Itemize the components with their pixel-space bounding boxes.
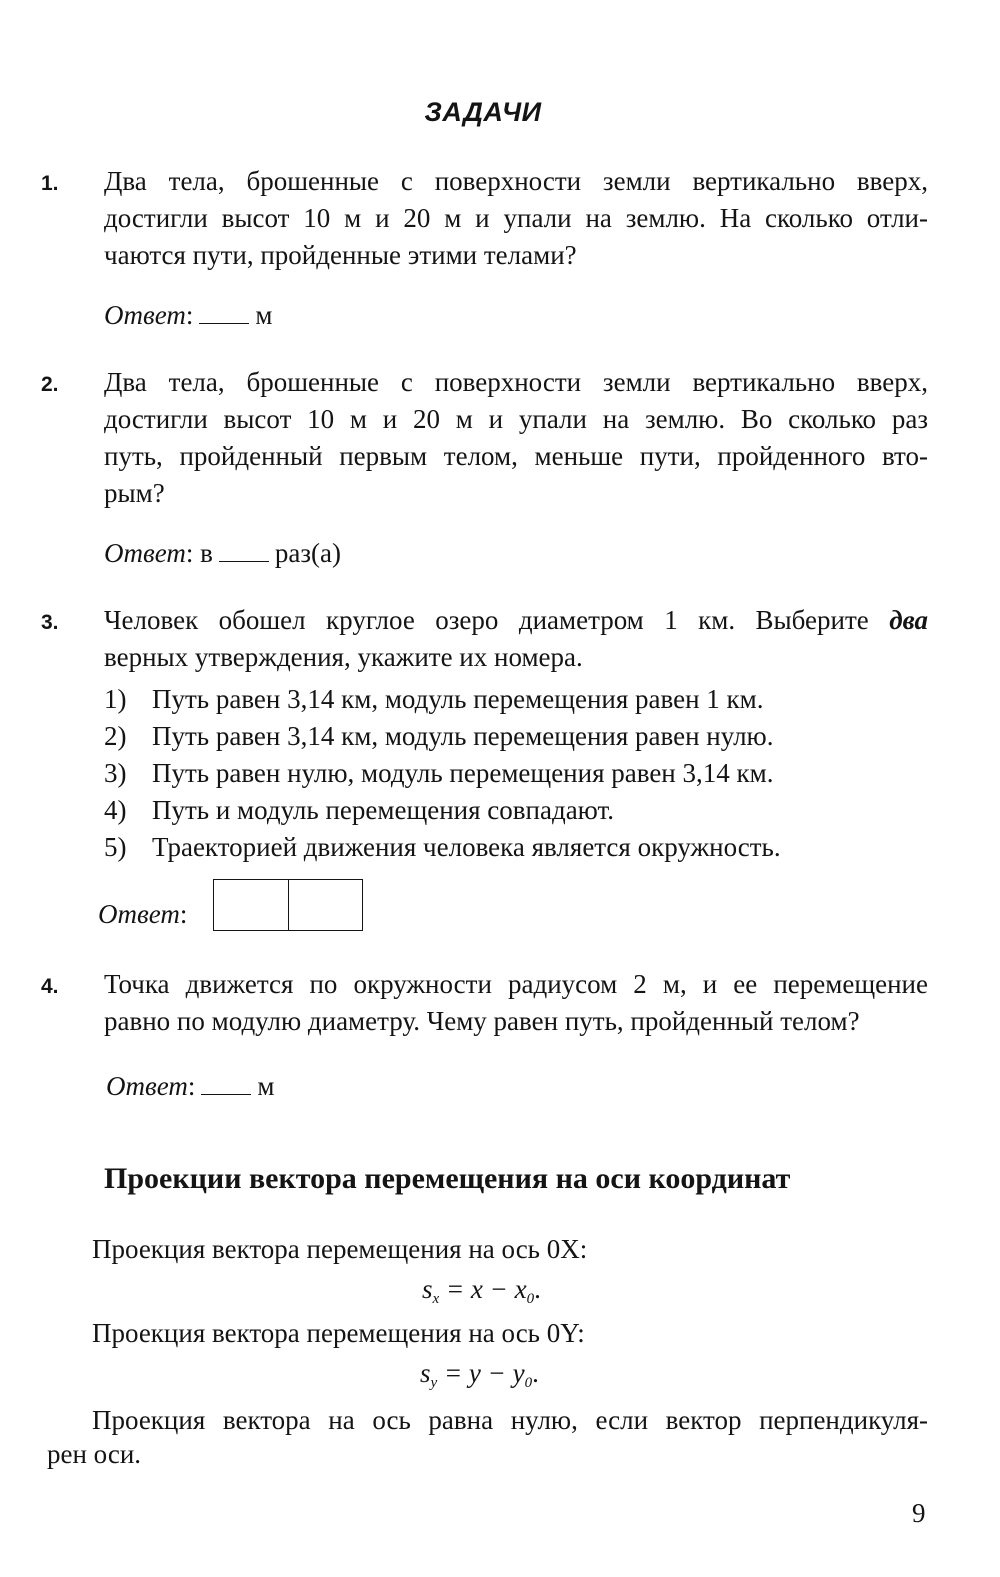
formula-y-var-sub: 0 <box>524 1375 533 1391</box>
formula-x-rhs: = x − <box>445 1274 508 1304</box>
option-text: Путь равен 3,14 км, модуль перемещения равен нулю. <box>152 721 774 751</box>
option-item <box>104 832 781 863</box>
option-number: 1) <box>104 684 127 714</box>
task-1-line: чаются пути, пройденные этими телами? <box>104 240 577 270</box>
answer-label: Ответ <box>104 538 186 568</box>
option-number: 2) <box>104 721 127 751</box>
option-text: Путь равен 3,14 км, модуль перемещения равен 1 км. <box>152 684 764 714</box>
task-1-text <box>104 163 928 274</box>
formula-y-lhs: s <box>420 1358 431 1388</box>
answer-blank[interactable] <box>199 299 249 324</box>
task-1-line: Два тела, брошенные с поверхности земли вертикально вверх, <box>104 166 928 196</box>
answer-unit: м <box>257 1071 275 1101</box>
task-3-line-text: Человек обошел круглое озеро диаметром 1 км. Выберите <box>104 605 869 635</box>
task-2-line: Два тела, брошенные с поверхности земли вертикально вверх, <box>104 367 928 397</box>
answer-label: Ответ <box>106 1071 188 1101</box>
formula-x-var-sub: 0 <box>526 1291 535 1307</box>
option-item <box>104 795 614 826</box>
answer-blank[interactable] <box>219 537 269 562</box>
section-title: Проекции вектора перемещения на оси координат <box>104 1162 791 1195</box>
task-1-line: достигли высот 10 м и 20 м и упали на землю. На сколько отли- <box>104 203 928 233</box>
task-2-text <box>104 364 928 512</box>
task-2-line: путь, пройденный первым телом, меньше пути, пройденного вто- <box>104 441 928 471</box>
option-text: Путь равен нулю, модуль перемещения равен 3,14 км. <box>152 758 774 788</box>
page-heading: ЗАДАЧИ <box>424 97 542 127</box>
task-1-answer <box>104 299 272 331</box>
task-4-number: 4. <box>41 975 59 998</box>
option-text: Траекторией движения человека является окружность. <box>152 832 781 862</box>
task-3-answer <box>98 899 187 930</box>
section-note-line: Проекция вектора на ось равна нулю, если вектор перпендикуля- <box>92 1405 928 1435</box>
answer-label: Ответ <box>104 300 186 330</box>
task-2-line: достигли высот 10 м и 20 м и упали на землю. Во сколько раз <box>104 404 928 434</box>
option-item <box>104 758 773 789</box>
task-3-emphasis: два <box>889 605 928 635</box>
answer-colon: : <box>179 899 188 929</box>
task-2-answer <box>104 537 341 569</box>
option-item <box>104 684 764 715</box>
option-number: 4) <box>104 795 127 825</box>
option-text: Путь и модуль перемещения совпадают. <box>152 795 615 825</box>
section-note-line-2: рен оси. <box>47 1439 142 1469</box>
task-3-line: верных утверждения, укажите их номера. <box>104 642 583 672</box>
task-2-line: рым? <box>104 478 165 508</box>
answer-colon: : <box>185 300 194 330</box>
answer-unit: раз(а) <box>274 538 341 568</box>
formula-y-rhs: = y − <box>443 1358 506 1388</box>
answer-label: Ответ <box>98 899 180 929</box>
page-number: 9 <box>912 1498 926 1528</box>
formula-y-lhs-sub: y <box>430 1375 438 1391</box>
answer-boxes <box>213 879 363 931</box>
option-item <box>104 721 773 752</box>
answer-prefix: в <box>200 538 213 568</box>
formula-x <box>422 1274 541 1308</box>
formula-y-end: . <box>532 1358 539 1388</box>
formula-y-var: y <box>512 1358 525 1388</box>
task-3-number: 3. <box>41 611 59 634</box>
task-2-number: 2. <box>41 373 59 396</box>
task-4-answer <box>106 1070 274 1102</box>
answer-box-2[interactable] <box>288 880 363 930</box>
task-3-text <box>104 602 928 676</box>
formula-x-var: x <box>514 1274 527 1304</box>
task-4-line: Точка движется по окружности радиусом 2 м, и ее перемещение <box>104 969 928 999</box>
answer-box-1[interactable] <box>214 880 288 930</box>
formula-x-lhs-sub: x <box>432 1291 440 1307</box>
task-3-line <box>104 602 928 639</box>
answer-unit: м <box>255 300 273 330</box>
task-4-line: равно по модулю диаметру. Чему равен путь, пройденный телом? <box>104 1006 860 1036</box>
formula-x-end: . <box>534 1274 541 1304</box>
projection-x-text: Проекция вектора перемещения на ось 0X: <box>92 1234 588 1264</box>
task-1-number: 1. <box>41 172 59 195</box>
formula-y <box>420 1358 539 1392</box>
answer-colon: : <box>185 538 194 568</box>
answer-blank[interactable] <box>201 1070 251 1095</box>
formula-x-lhs: s <box>422 1274 433 1304</box>
task-4-text <box>104 966 928 1040</box>
section-note <box>92 1402 928 1439</box>
option-number: 3) <box>104 758 127 788</box>
option-number: 5) <box>104 832 127 862</box>
projection-y-text: Проекция вектора перемещения на ось 0Y: <box>92 1318 585 1348</box>
answer-colon: : <box>187 1071 196 1101</box>
